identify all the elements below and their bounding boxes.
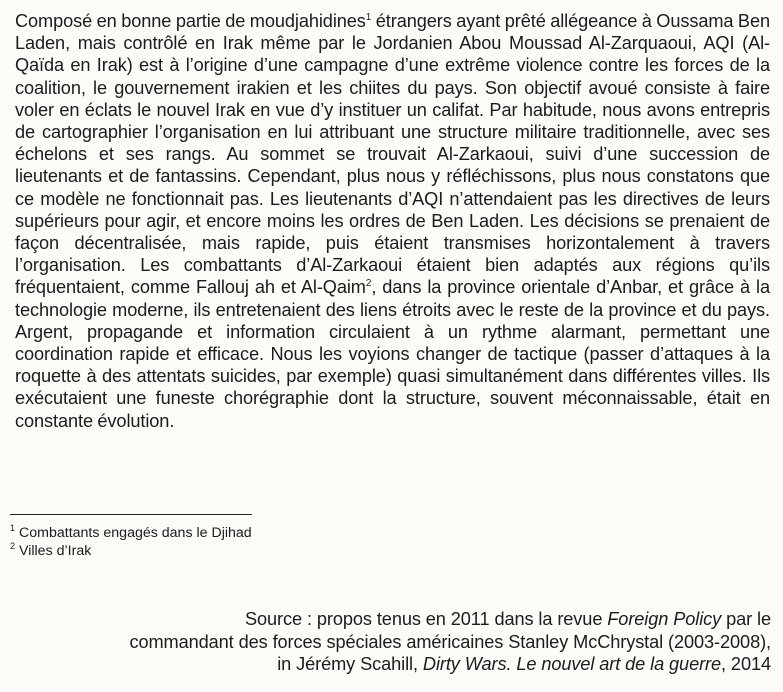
source-text: in Jérémy Scahill, (277, 654, 423, 674)
source-line-1 (11, 608, 771, 631)
source-book-title: Dirty Wars. Le nouvel art de la guerre (422, 654, 722, 674)
source-line-3 (11, 653, 771, 676)
source-publication-title: Foreign Policy (607, 609, 722, 629)
footnote-ref-1: 1 (365, 11, 372, 23)
source-citation (11, 608, 771, 676)
footnote-text: Combattants engagés dans le Djihad (19, 525, 252, 541)
footnote-divider (10, 514, 252, 515)
source-line-2: commandant des forces spéciales américaines Stanley McChrystal (2003-2008), (129, 631, 771, 652)
footnote-1 (10, 524, 410, 542)
paragraph-text-part-2: étrangers ayant prêté allégeance à Oussama Ben Laden, mais contrôlé en Irak même par le Jordanien Abou Moussad Al-Zarquaoui, AQI (Al-Qaïda en Irak) est à l’origine d’une campagne d’une extrême violence contre les forces de la coalition, le gouvernement irakien et les chiites du pays. Son objectif avoué consiste à faire voler en éclats le nouvel Irak en vue d’y instituer un califat. Par habitude, nous avons entrepris de cartographier l’organisation en lui attribuant une structure militaire traditionnelle, avec ses échelons et ses rangs. Au sommet se trouvait Al-Zarkaoui, suivi d’une succession de lieutenants et de fantassins. Cependant, plus nous y réfléchissons, plus nous constatons que ce modèle ne fonctionnait pas. Les lieutenants d’AQI n’attendaient pas les directives de leurs supérieurs pour agir, et encore moins les ordres de Ben Laden. Les décisions se prenaient de façon décentralisée, mais rapide, puis étaient transmises horizontalement à travers l’organisation. Les combattants d’Al-Zarkaoui étaient bien adaptés aux régions qu’ils fréquentaient, comme Fallouj ah et Al-Qaim (15, 11, 770, 298)
footnote-ref-2: 2 (365, 278, 372, 290)
footnote-number: 2 (10, 541, 16, 552)
footnotes (10, 524, 410, 560)
paragraph-text-part-1: Composé en bonne partie de moudjahidines (15, 11, 366, 31)
paragraph-text-part-3: , dans la province orientale d’Anbar, et grâce à la technologie moderne, ils entretenaient des liens étroits avec le reste de la province et du pays. Argent, propagande et information circulaient à un rythme alarmant, permettant une coordination rapide et efficace. Nous les voyions changer de tactique (passer d’attaques à la roquette à des attentats suicides, par exemple) quasi simultanément dans différentes villes. Ils exécutaient une funeste chorégraphie dont la structure, souvent méconnaissable, était en constante évolution. (15, 277, 770, 431)
footnote-2 (10, 542, 410, 560)
source-text: Source : propos tenus en 2011 dans la revue (245, 609, 608, 629)
source-text: par le (721, 609, 771, 629)
source-text: , 2014 (721, 654, 771, 674)
main-paragraph (15, 10, 770, 432)
footnote-text: Villes d’Irak (19, 543, 92, 559)
footnote-number: 1 (10, 523, 16, 534)
